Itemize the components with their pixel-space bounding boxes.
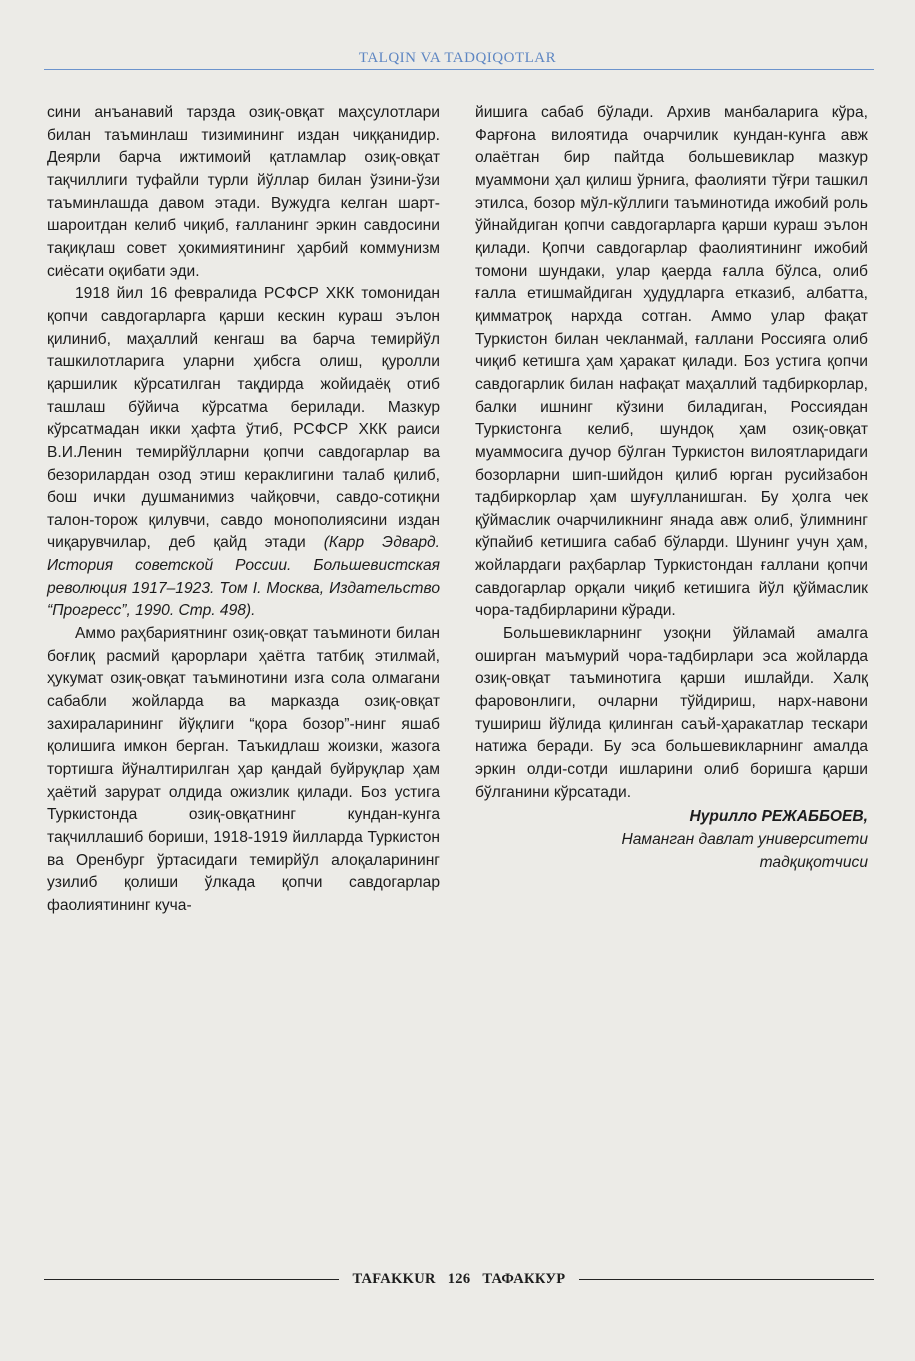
left-column bbox=[47, 102, 440, 918]
footer-rule-left bbox=[44, 1279, 339, 1280]
left-paragraph-1: сини анъанавий тарзда озиқ-овқат маҳсулотлари билан таъминлаш тизимининг издан чиққанидир. Деярли барча ижтимоий қатламлар озиқ-овқат тақчиллиги туфайли турли йўллар билан ўзини-ўзи таъминлашда давом этади. Вужудга келган шарт-шароитдан келиб чиқиб, ғалланинг эркин савдосини тақиқлаш совет ҳокимиятининг ҳарбий коммунизм сиёсати оқибати эди. bbox=[47, 104, 440, 280]
footer-journal-latin: TAFAKKUR bbox=[352, 1270, 436, 1287]
page-number: 126 bbox=[447, 1270, 471, 1287]
footer-rule-right bbox=[579, 1279, 874, 1280]
left-paragraph-2-text: 1918 йил 16 февралида РСФСР ХКК томонидан қопчи савдогарларга қарши кескин кураш эълон қилиниб, маҳаллий кенгаш ва барча темирйўл ташкилотларига уларни ҳибсга олиш, қуролли қаршилик кўрсатилган тақдирда жойидаёқ отиб ташлаш бўйича кўрсатма берилади. Мазкур кўрсатмадан икки ҳафта ўтиб, РСФСР ХКК раиси В.И.Ленин темирйўлларни қопчи савдогарлар ва безорилардан озод этиш кераклигини талаб қилиб, бош ички душманимиз чайқовчи, савдо-сотиқни талон-торож қилувчи, савдо монополиясини издан чиқарувчилар, деб қайд этади bbox=[47, 285, 440, 552]
running-header: TALQIN VA TADQIQOTLAR bbox=[358, 50, 557, 66]
author-signature bbox=[475, 806, 868, 874]
author-affiliation: Наманган давлат университети bbox=[621, 831, 868, 848]
right-column bbox=[475, 102, 868, 874]
header-divider bbox=[44, 69, 874, 70]
footer-text bbox=[339, 1271, 580, 1288]
left-paragraph-2 bbox=[47, 283, 440, 623]
right-paragraph-2: Большевикларнинг узоқни ўйламай амалга оширган маъмурий чора-тадбирлари эса жойларда озиқ-овқат таъминотига қарши ишлайди. Халқ фаровонлиги, очларни тўйдириш, нарх-навони тушириш йўлида қилинган саъй-ҳаракатлар тескари натижа беради. Бу эса большевикларнинг амалда эркин олди-сотди ишларини олиб боришга қарши бўлганини кўрсатади. bbox=[475, 625, 868, 801]
author-position: тадқиқотчиси bbox=[759, 853, 868, 871]
right-paragraph-1: йишига сабаб бўлади. Архив манбаларига кўра, Фарғона вилоятида очарчилик кундан-кунга авж олаётган бир пайтда большевиклар мазкур муаммони ҳал қилиш ўрнига, фаолияти тўғри ташкил этилса, бозор мўл-кўллиги таъминотида ижобий роль ўйнайдиган қопчи савдогарларга қарши кураш эълон қилади. Қопчи савдогарлар фаолиятининг ижобий томони шундаки, улар қаерда ғалла бўлса, олиб ғалла етишмайдиган ҳудудларга етказиб, албатта, қимматроқ нархда сотган. Аммо улар фақат Туркистон билан чекланмай, ғаллани Россияга олиб чиқиб кетишга ҳам ҳаракат қилади. Боз устига қопчи савдогарлик билан нафақат маҳаллий тадбиркорлар, балки ишнинг кўзини биладиган, Россиядан Туркистонга келиб, шундоқ ҳам озиқ-овқат муаммосига дучор бўлган Туркистон вилоятларидаги бозорларни шип-шийдон қилиб юрган русийзабон тадбиркорлар ҳам шуғулланишган. Бу ҳолга чек қўймаслик очарчиликнинг янада авж олиб, ўлимнинг кўпайиб кетишига сабаб бўларди. Шунинг учун ҳам, жойлардаги раҳбарлар Туркистондан ғаллани қопчи савдогарлар орқали чиқиб кетишига йўл қўймаслик чора-тадбирларини кўради. bbox=[475, 104, 868, 620]
left-paragraph-3: Аммо раҳбариятнинг озиқ-овқат таъминоти билан боғлиқ расмий қарорлари ҳаётга татбиқ этилмай, ҳукумат озиқ-овқат таъминотини изга сола олмагани сабабли жойларда ва марказда озиқ-овқат захираларининг йўқлиги “қора бозор”-нинг яшаб қолишига имкон берган. Таъкидлаш жоизки, жазога тортишга йўналтирилган ҳар қандай буйруқлар ҳам ҳаётий зарурат олдида ожизлик қилади. Боз устига Туркистонда озиқ-овқатнинг кундан-кунга тақчиллашиб бориши, 1918-1919 йилларда Туркистон ва Оренбург ўртасидаги темирйўл алоқаларининг узилиб қолиши ўлкада қопчи савдогарлар фаолиятининг куча- bbox=[47, 625, 440, 914]
footer-journal-cyrillic: ТАФАККУР bbox=[482, 1270, 566, 1287]
author-name: Нурилло РЕЖАББОЕВ, bbox=[689, 808, 868, 826]
citation: (Карр Эдвард. История советской России. Большевистская революция 1917–1923. Том I. Москва, Издательство “Прогресс”, 1990. Стр. 498). bbox=[47, 534, 440, 620]
page-footer bbox=[44, 1268, 874, 1290]
